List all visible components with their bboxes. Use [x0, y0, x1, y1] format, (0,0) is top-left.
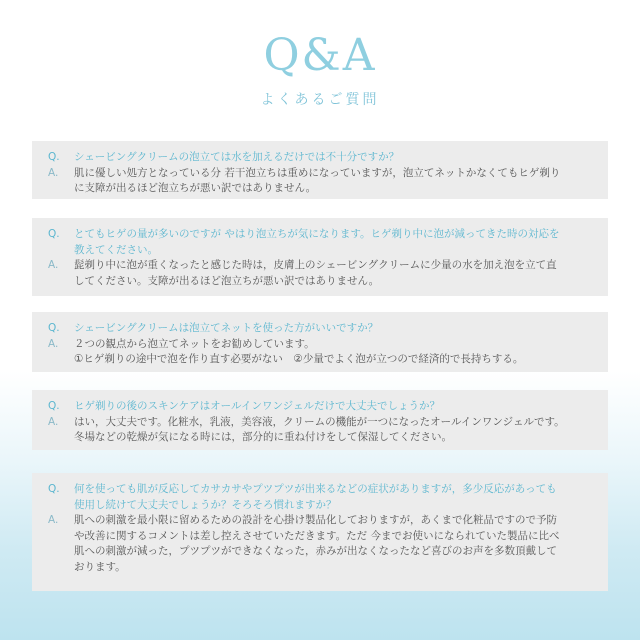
- question-text: とてもヒゲの量が多いのですが やはり泡立ちが気になります。ヒゲ剃り中に泡が減ってきた時の対応を: [74, 228, 560, 240]
- answer-prefix: A.: [48, 166, 59, 179]
- question-text: シェービングクリームの泡立ては水を加えるだけでは不十分ですか？: [74, 151, 400, 163]
- answer-text: してください。支障が出るほど泡立ちが悪い訳ではありません。: [74, 274, 380, 287]
- answer-line: [48, 513, 594, 529]
- question-text: 使用し続けて大丈夫でしょうか？そろそろ慣れますか？: [74, 498, 337, 511]
- answer-text: に支障が出るほど泡立ちが悪い訳ではありません。: [74, 182, 317, 194]
- answer-prefix: A.: [48, 337, 59, 350]
- answer-text: 肌への刺激を最小限に留めるための設計を心掛け製品化しておりますが，あくまで化粧品ですので予防: [74, 514, 557, 526]
- answer-line: [48, 415, 594, 431]
- question-prefix: Q.: [48, 228, 60, 240]
- answer-text: はい，大丈夫です。化粧水，乳液，美容液，クリームの機能が一つになったオールインワンジェルです。: [74, 415, 565, 428]
- answer-prefix: A.: [48, 259, 59, 271]
- question-line: [48, 243, 594, 259]
- answer-line: [48, 258, 594, 274]
- faq-card: [32, 390, 608, 450]
- answer-line: [48, 430, 594, 446]
- answer-text: 髭剃り中に泡が重くなったと感じた時は，皮膚上のシェービングクリームに少量の水を加え泡を立て直: [74, 259, 557, 271]
- question-prefix: Q.: [48, 322, 60, 334]
- question-line: [48, 399, 594, 415]
- question-line: [48, 321, 594, 337]
- answer-text: ２つの観点から泡立てネットをお勧めしています。: [74, 337, 315, 350]
- answer-line: [48, 337, 594, 353]
- answer-text: 肌への刺激が減った，プツプツができなくなった，赤みが出なくなったなど喜びのお声を多数頂戴して: [74, 545, 557, 557]
- qa-logo-title: Q&A: [263, 30, 377, 81]
- question-prefix: Q.: [48, 483, 60, 495]
- faq-card: [32, 473, 608, 591]
- question-text: 教えてください。: [74, 243, 158, 256]
- answer-line: [48, 560, 594, 576]
- question-prefix: Q.: [48, 400, 60, 412]
- answer-prefix: A.: [48, 514, 59, 526]
- answer-text: おります。: [74, 560, 126, 573]
- answer-line: [48, 166, 594, 182]
- answer-text: 冬場などの乾燥が気になる時には，部分的に重ね付けをして保湿してください。: [74, 431, 452, 443]
- answer-line: [48, 181, 594, 197]
- answer-text: 肌に優しい処方となっている分 若干泡立ちは重めになっていますが，泡立てネットかなくてもヒゲ剃り: [74, 166, 561, 179]
- page-subtitle: よくあるご質問: [260, 92, 380, 108]
- question-line: [48, 482, 594, 498]
- question-line: [48, 498, 594, 514]
- answer-text: や改善に関するコメントは差し控えさせていただきます。ただ 今までお使いになられていた製品に比べ: [74, 529, 560, 542]
- answer-text: ①ヒゲ剃りの途中で泡を作り直す必要がない ②少量でよく泡が立つので経済的で長持ちする。: [74, 353, 524, 365]
- answer-line: [48, 274, 594, 290]
- question-prefix: Q.: [48, 151, 60, 163]
- faq-card: [32, 141, 608, 199]
- question-text: ヒゲ剃りの後のスキンケアはオールインワンジェルだけで大丈夫でしょうか？: [74, 400, 440, 412]
- answer-line: [48, 352, 594, 368]
- question-text: 何を使っても肌が反応してカサカサやプツプツが出来るなどの症状がありますが，多少反応があっても: [74, 483, 557, 495]
- answer-line: [48, 529, 594, 545]
- answer-line: [48, 544, 594, 560]
- question-line: [48, 150, 594, 166]
- answer-prefix: A.: [48, 415, 59, 428]
- question-line: [48, 227, 594, 243]
- faq-card: [32, 312, 608, 372]
- faq-card: [32, 218, 608, 296]
- question-text: シェービングクリームは泡立てネットを使った方がいいですか？: [74, 322, 379, 334]
